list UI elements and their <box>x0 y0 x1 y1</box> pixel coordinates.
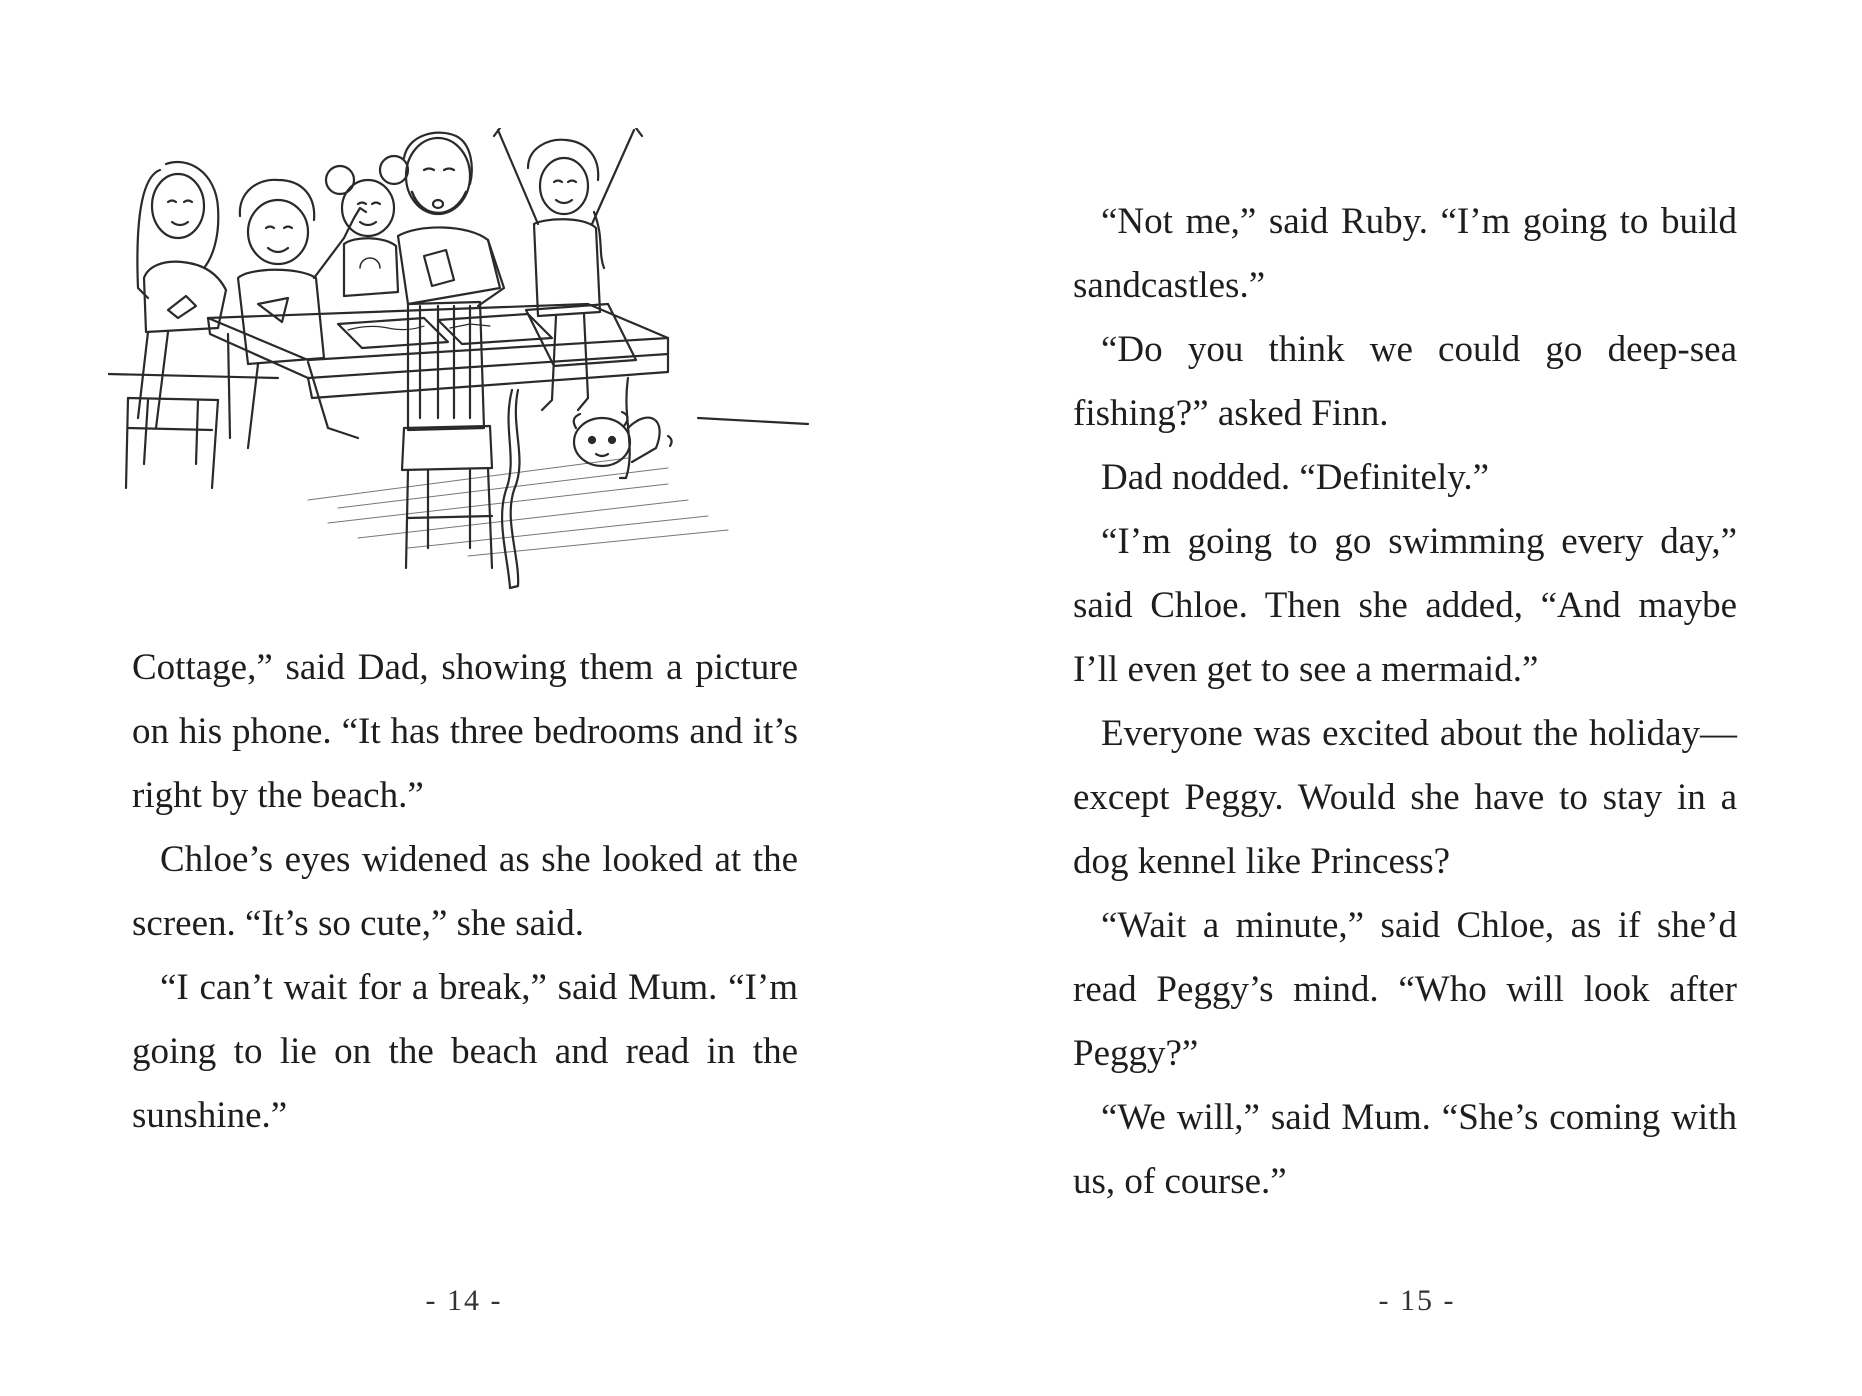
paragraph: Dad nodded. “Definitely.” <box>1101 457 1490 498</box>
left-page-text <box>132 636 798 1148</box>
paragraph: Everyone was excited about the holiday—except Peggy. Would she have to stay in a dog kennel like Princess? <box>1073 713 1737 882</box>
mum-figure <box>137 162 226 428</box>
page-number: - 14 - <box>425 1284 503 1317</box>
paragraph: “We will,” said Mum. “She’s coming with us, of course.” <box>1073 1097 1737 1202</box>
paragraph: “I’m going to go swimming every day,” said Chloe. Then she added, “And maybe I’ll even get to see a mermaid.” <box>1073 521 1737 690</box>
paragraph: “I can’t wait for a break,” said Mum. “I’m going to lie on the beach and read in the sunshine.” <box>132 967 798 1136</box>
paragraph: Chloe’s eyes widened as she looked at the screen. “It’s so cute,” she said. <box>132 839 798 944</box>
page-number: - 15 - <box>1378 1284 1456 1317</box>
paragraph: “Do you think we could go deep-sea fishing?” asked Finn. <box>1073 329 1737 434</box>
cheering-girl-figure <box>494 128 642 410</box>
paragraph: “Not me,” said Ruby. “I’m going to build sandcastles.” <box>1073 201 1737 306</box>
pug-figure <box>574 412 672 466</box>
right-page-text <box>1073 190 1737 1214</box>
dad-figure <box>398 133 504 306</box>
right-page <box>931 0 1862 1396</box>
paragraph: “Wait a minute,” said Chloe, as if she’d read Peggy’s mind. “Who will look after Peggy?” <box>1073 905 1737 1074</box>
little-girl-figure <box>326 156 408 296</box>
family-table-illustration <box>108 128 814 596</box>
paragraph: Cottage,” said Dad, showing them a picture on his phone. “It has three bedrooms and it’s right by the beach.” <box>132 647 798 816</box>
